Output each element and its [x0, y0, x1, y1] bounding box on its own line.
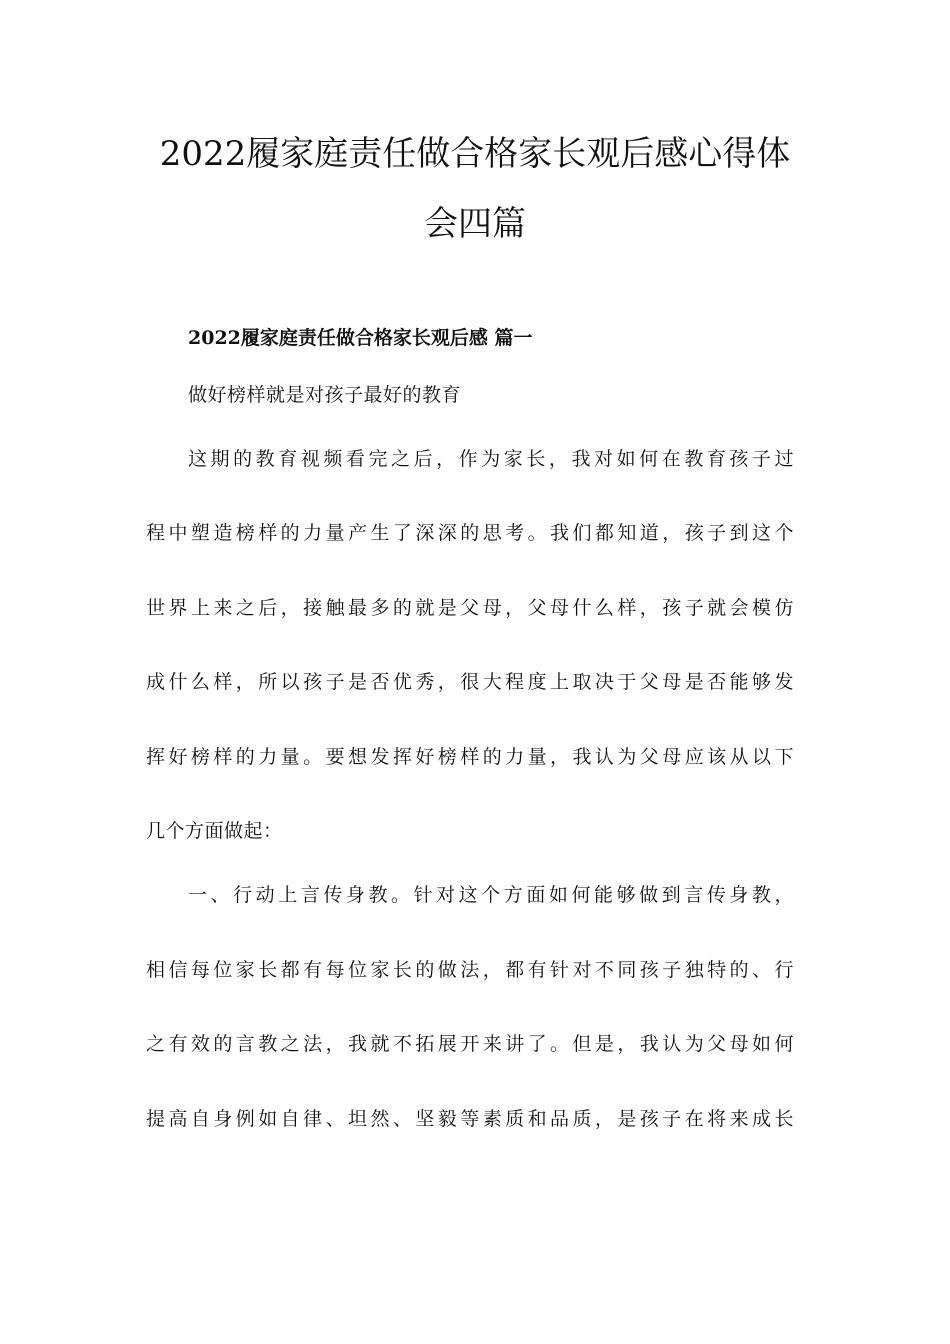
- body-line-4: 成什么样，所以孩子是否优秀，很大程度上取决于父母是否能够发: [146, 671, 794, 693]
- body-line-9: 之有效的言教之法，我就不拓展开来讲了。但是，我认为父母如何: [146, 1033, 794, 1055]
- document-title-line-2: 会四篇: [424, 204, 526, 244]
- body-line-10: 提高自身例如自律、坦然、坚毅等素质和品质，是孩子在将来成长: [146, 1108, 794, 1130]
- section-heading: 2022履家庭责任做合格家长观后感 篇一: [188, 327, 533, 349]
- lead-paragraph: 做好榜样就是对孩子最好的教育: [188, 384, 462, 406]
- body-line-8: 相信每位家长都有每位家长的做法，都有针对不同孩子独特的、行: [146, 959, 794, 981]
- body-line-2: 程中塑造榜样的力量产生了深深的思考。我们都知道，孩子到这个: [146, 522, 794, 544]
- body-line-7: 一、行动上言传身教。针对这个方面如何能够做到言传身教，: [188, 884, 794, 906]
- body-line-3: 世界上来之后，接触最多的就是父母，父母什么样，孩子就会模仿: [146, 597, 794, 619]
- body-line-5: 挥好榜样的力量。要想发挥好榜样的力量，我认为父母应该从以下: [146, 746, 794, 768]
- body-line-1: 这期的教育视频看完之后，作为家长，我对如何在教育孩子过: [188, 448, 794, 470]
- document-title-line-1: 2022履家庭责任做合格家长观后感心得体: [159, 134, 791, 174]
- body-line-6: 几个方面做起：: [146, 820, 283, 842]
